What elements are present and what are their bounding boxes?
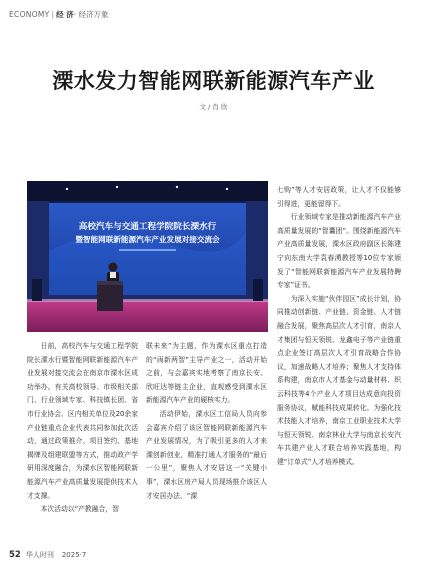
paragraph: 七购”等人才安居政策，让人才不仅能够引得进，更能留得下。 (277, 186, 401, 208)
paragraph: 本次活动以“产教融合，智 (40, 505, 119, 514)
article-title: 溧水发力智能网联新能源汽车产业 (52, 69, 375, 93)
article-column-2 (146, 340, 267, 503)
header-divider: | (51, 10, 55, 19)
subsection-label: · 经济万象 (73, 10, 109, 19)
article-byline: 文 / 肖 欣 (199, 103, 228, 111)
event-photo-illustration (27, 181, 268, 332)
section-label-en: ECONOMY (9, 10, 50, 19)
page-number: 52 (9, 550, 21, 560)
article-column-1 (27, 340, 138, 517)
magazine-name: 华人时刊 (25, 551, 54, 559)
page-footer (9, 550, 86, 560)
podium (97, 281, 123, 311)
paragraph: 联未来”为主题，作为溧水区重点打造的“両新两智”主导产业之一，活动开始之前，与会嘉宾实地考察了南京长安、欣旺达等链主企业，直观感受到溧水区新能源汽车产业的硬核实力。 (146, 342, 267, 405)
paragraph: 行业领域专家是推动新能源汽车产业高质量发展的“智囊团”。围绕新能源汽车产业高质量发展，溧水区政府副区长陈建宁向东南大学袁春湧教授等10位专家颁发了“智能网联新能源汽车产业发展特聘专家”证书。 (277, 213, 401, 290)
paragraph: 为深入实施“伙伴园区”成长计划，协同推动创新链、产业链、资金链、人才链融合发展，聚焦高层次人才引育，南京人才集团与恒天领锐、龙鑫电子等产业链重点企业签订高层次人才引育战略合作协议，加速战略人才培养；聚焦人才支持体系构建，南京市人才基金与动量材料、织云科技等4个产业人才项目达成意向投资服务协议，赋能科技成果转化。为强化技术技能人才培养，南京工业职业技术大学与恒天领锐、南京林业大学与南京长安汽车共建产业人才联合培养实践基地，构建“订单式”人才培养模式。 (277, 294, 401, 466)
screen-text-line1: 高校汽车与交通工程学院院长溧水行 (78, 222, 217, 232)
issue-date: 2025·7 (61, 551, 87, 559)
section-label-cn: 经 济 (56, 10, 74, 19)
event-photo (27, 181, 268, 332)
article-column-3 (277, 184, 401, 469)
screen-text-line2: 暨智能网联新能源汽车产业发展对接交流会 (75, 235, 220, 244)
paragraph: 活动伊始，溧水区工信局人员向参会嘉宾介绍了该区智能网联新能源汽车产业发展情况，为了吸引更多的人才来溧创新创业，精准打通人才服务的“最后一公里”，聚焦人才安居这一“关键小事”，溧水区房产局人员现场推介该区人才安居办法、“溧 (146, 409, 267, 500)
paragraph: 日前，高校汽车与交通工程学院院长溧水行暨智能网联新能源汽车产业发展对接交流会在南京市溧水区成功举办。有关高校领导、市级相关部门、行业领域专家、科技镇长团、省市行业协会、区内相关单位及20余家产业链重点企业代表共同参加此次活动，通过政策推介、项目签约、基地揭牌及组建联盟等方式，推动政产学研用深度融合，为溧水区智能网联新能源汽车产业高质量发展提供技术人才支撑。 (27, 342, 138, 500)
page-header (9, 9, 108, 20)
